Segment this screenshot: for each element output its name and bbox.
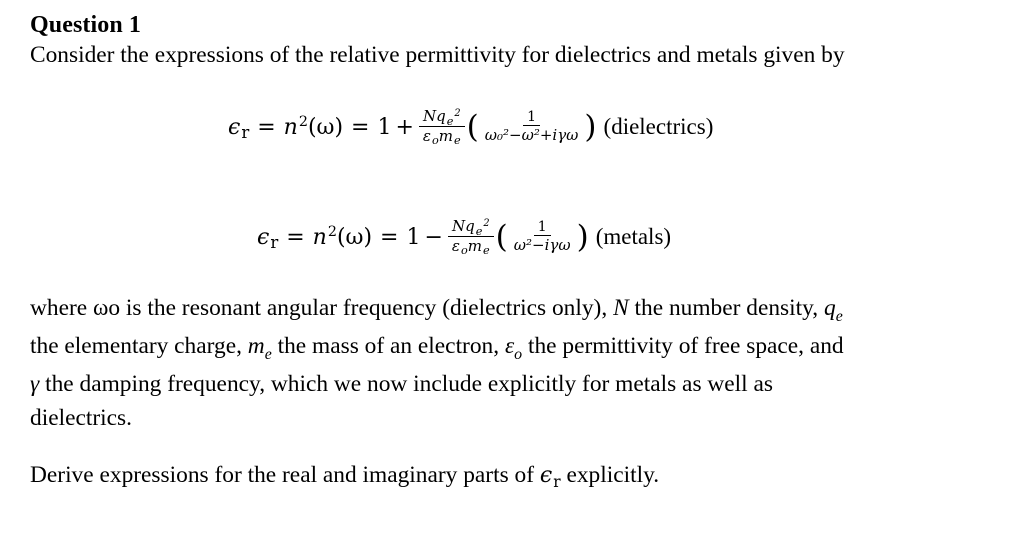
drude-denominator: ω²−iγω (513, 236, 571, 255)
task-statement: Derive expressions for the real and imaginary parts of $\epsilon_r$ explicitly. (30, 462, 660, 491)
question-intro: Consider the expressions of the relative permittivity for dielectrics and metals given by (30, 42, 845, 68)
equals-sign: = (257, 114, 276, 140)
prefactor-denominator: $\varepsilon_om_e$ (451, 237, 490, 258)
permittivity-symbol: $\varepsilon_o$ (504, 333, 523, 363)
definitions-line-2: the elementary charge, $m_e$ the mass of an electron, $\varepsilon_o$ the permittivity of free space, and (30, 333, 844, 363)
prefactor-numerator: $Nq_e^2$ (419, 109, 465, 127)
plus-operator: + (395, 114, 414, 140)
resonance-fraction (481, 110, 583, 144)
prefactor-numerator: $Nq_e^2$ (448, 219, 494, 237)
equation-dielectrics (228, 95, 713, 159)
equals-sign: = (380, 224, 399, 250)
prefactor-fraction (419, 107, 465, 148)
equation-metals (257, 205, 671, 269)
equation-tag-dielectrics: (dielectrics) (603, 114, 714, 139)
prefactor-denominator: $\varepsilon_om_e$ (422, 127, 461, 148)
definitions-line-3: γ the damping frequency, which we now include explicitly for metals as well as (30, 371, 773, 397)
refractive-index-squared: $n^2(\omega)$ (283, 113, 344, 140)
epsilon-r-symbol: $\epsilon_r$ (228, 114, 250, 143)
equation-metals-math (257, 217, 590, 258)
refractive-index-squared: $n^2(\omega)$ (312, 223, 373, 250)
unity-term: 1 (406, 224, 421, 250)
resonance-denominator: ω₀²−ω²+iγω (484, 126, 579, 145)
prefactor-fraction (448, 217, 494, 258)
left-paren: ( (466, 108, 479, 145)
electron-mass-symbol: $m_e$ (247, 333, 272, 363)
right-paren: ) (576, 218, 589, 255)
epsilon-r-symbol: $\epsilon_r$ (257, 224, 279, 253)
resonance-numerator: 1 (523, 110, 540, 127)
equals-sign: = (286, 224, 305, 250)
epsilon-r-symbol: $\epsilon_r$ (539, 463, 561, 491)
definitions-line-4: dielectrics. (30, 405, 132, 431)
question-title: Question 1 (30, 12, 142, 38)
equation-tag-metals: (metals) (595, 224, 672, 249)
drude-fraction (510, 220, 575, 254)
minus-operator: − (424, 224, 443, 250)
left-paren: ( (495, 218, 508, 255)
drude-numerator: 1 (534, 220, 551, 237)
right-paren: ) (584, 108, 597, 145)
equation-dielectrics-math (228, 107, 598, 148)
equals-sign: = (351, 114, 370, 140)
definitions-line-1: where ωo is the resonant angular frequency (dielectrics only), N the number density, $q_e$ (30, 295, 843, 325)
number-density-symbol: N (613, 295, 629, 321)
unity-term: 1 (377, 114, 392, 140)
charge-symbol: $q_e$ (824, 295, 843, 325)
damping-symbol: γ (30, 371, 40, 397)
